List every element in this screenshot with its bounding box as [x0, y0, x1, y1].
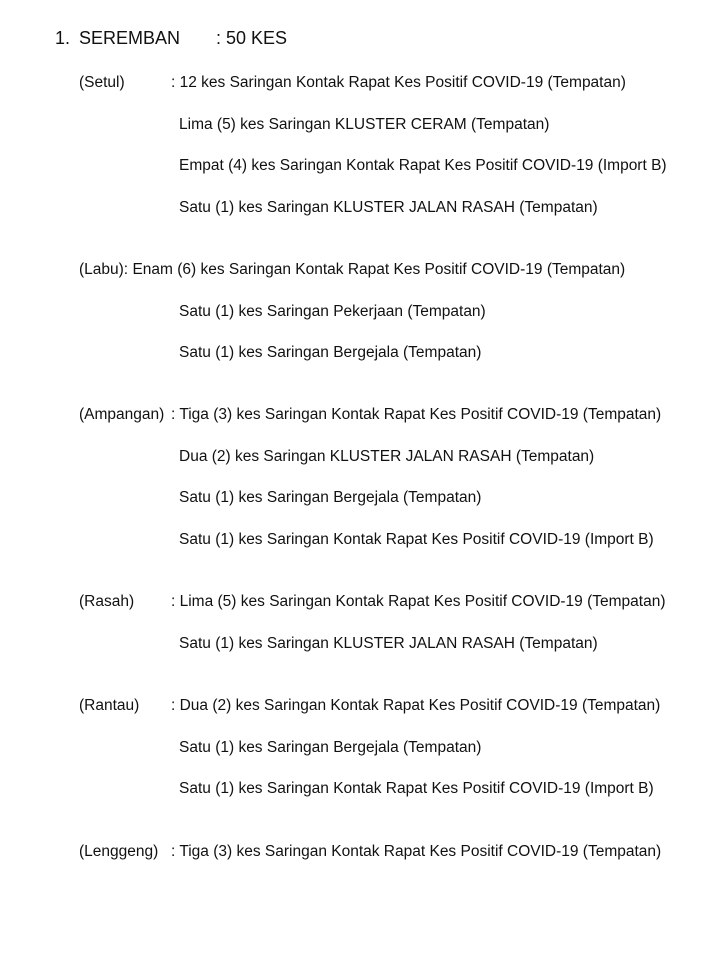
area-label-lenggeng: (Lenggeng): [79, 843, 159, 860]
case-line: : Dua (2) kes Saringan Kontak Rapat Kes Positif COVID-19 (Tempatan): [171, 697, 661, 714]
area-label-rasah: (Rasah): [79, 593, 135, 610]
case-line: Satu (1) kes Saringan Bergejala (Tempatan): [179, 489, 482, 506]
case-line: Enam (6) kes Saringan Kontak Rapat Kes Positif COVID-19 (Tempatan): [132, 261, 626, 278]
district-name: SEREMBAN: [79, 28, 181, 48]
case-line: : Lima (5) kes Saringan Kontak Rapat Kes Positif COVID-19 (Tempatan): [171, 593, 666, 610]
case-line: Satu (1) kes Saringan Pekerjaan (Tempatan): [179, 303, 486, 320]
case-line: Empat (4) kes Saringan Kontak Rapat Kes Positif COVID-19 (Import B): [179, 157, 667, 174]
area-label-setul: (Setul): [79, 74, 125, 91]
case-line: : 12 kes Saringan Kontak Rapat Kes Positif COVID-19 (Tempatan): [171, 74, 626, 91]
section-number: 1.: [55, 28, 71, 48]
case-line: Dua (2) kes Saringan KLUSTER JALAN RASAH (Tempatan): [179, 448, 595, 465]
case-line: Satu (1) kes Saringan Kontak Rapat Kes Positif COVID-19 (Import B): [179, 780, 654, 797]
case-line: Lima (5) kes Saringan KLUSTER CERAM (Tempatan): [179, 116, 550, 133]
case-line: Satu (1) kes Saringan Bergejala (Tempatan): [179, 344, 482, 361]
area-label-ampangan: (Ampangan): [79, 406, 165, 423]
case-line: Satu (1) kes Saringan Kontak Rapat Kes Positif COVID-19 (Import B): [179, 531, 654, 548]
case-line: : Tiga (3) kes Saringan Kontak Rapat Kes Positif COVID-19 (Tempatan): [171, 843, 662, 860]
area-label-rantau: (Rantau): [79, 697, 140, 714]
area-label-labu: (Labu):: [79, 261, 129, 278]
district-total: : 50 KES: [216, 28, 288, 48]
case-line: : Tiga (3) kes Saringan Kontak Rapat Kes Positif COVID-19 (Tempatan): [171, 406, 662, 423]
case-line: Satu (1) kes Saringan KLUSTER JALAN RASAH (Tempatan): [179, 635, 598, 652]
case-line: Satu (1) kes Saringan KLUSTER JALAN RASAH (Tempatan): [179, 199, 598, 216]
case-line: Satu (1) kes Saringan Bergejala (Tempatan): [179, 739, 482, 756]
